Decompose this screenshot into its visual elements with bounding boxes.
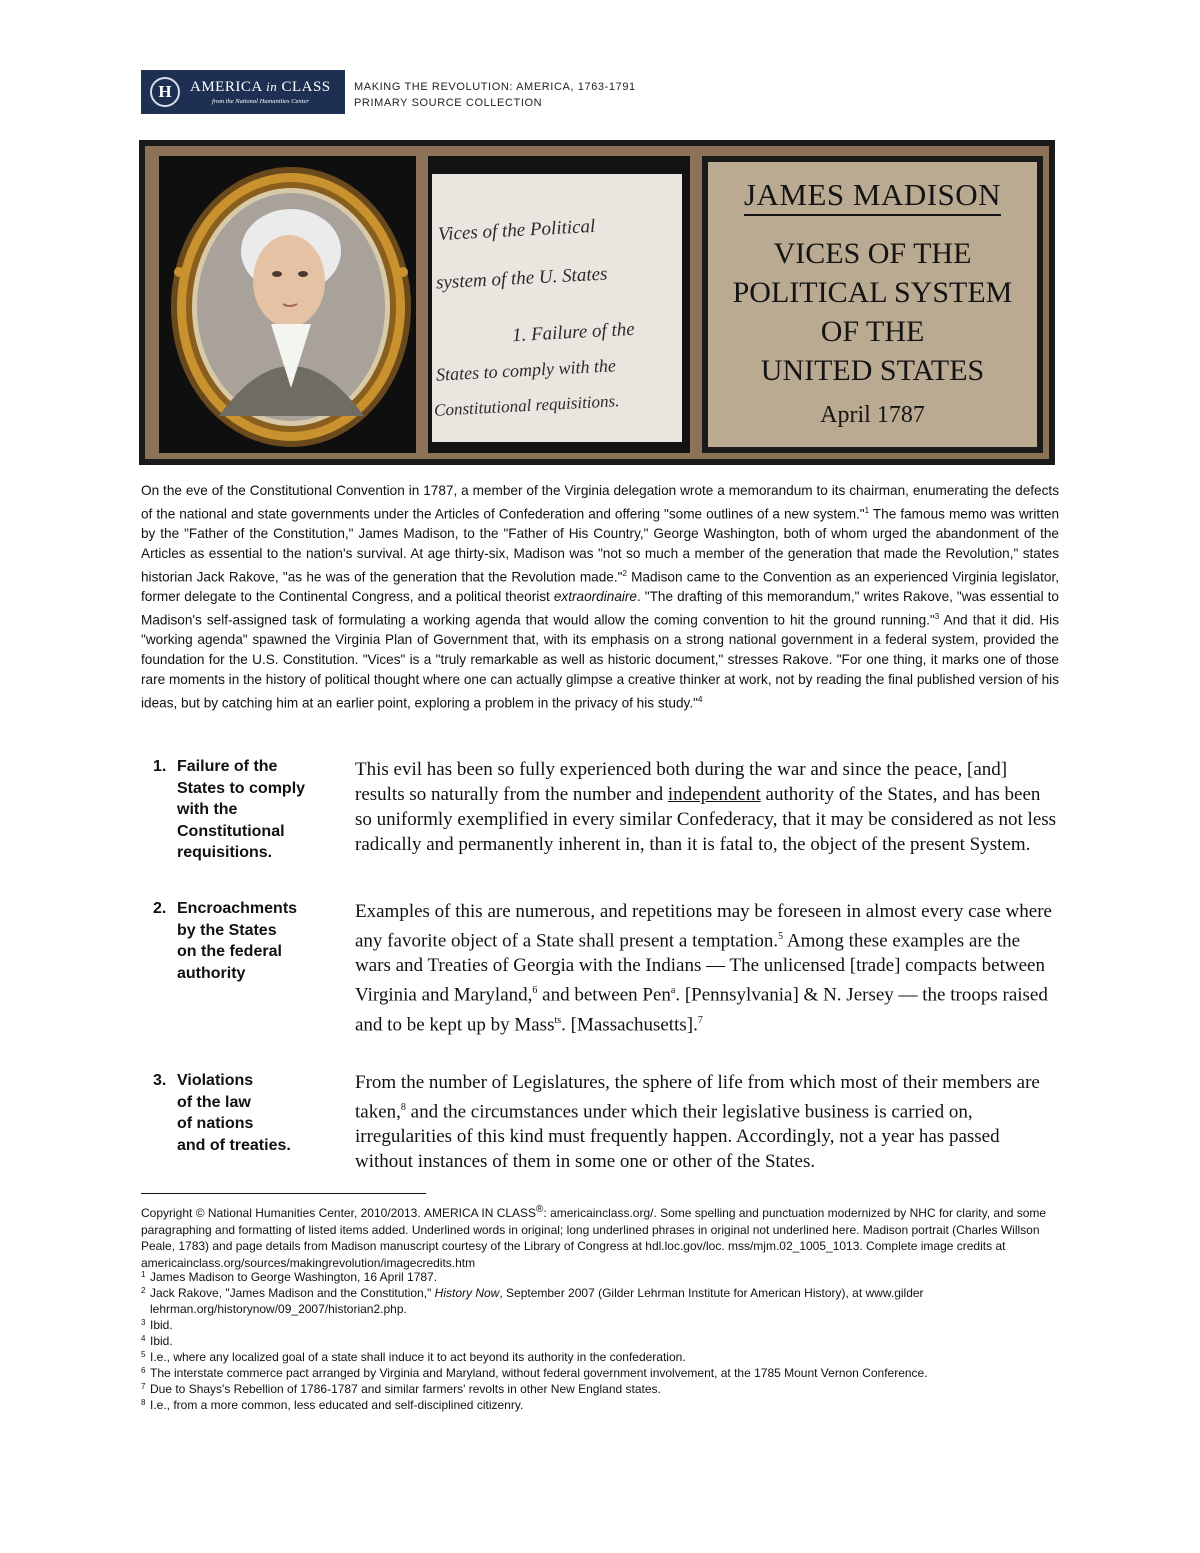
intro-text: Madison came to the Convention as an experienced Virginia legislator, former delegate to the Continental Congress, and a political theorist — [141, 569, 1059, 605]
intro-text: On the eve of the Constitutional Convention in 1787, a member of the Virginia delegation wrote a memorandum to its chairman, enumerating the defects of the national and state governments under the Articles of Confederation and offering "some outlines of a new system." — [141, 483, 1059, 522]
logo-word-america: AMERICA — [190, 79, 262, 95]
intro-paragraph — [141, 481, 1059, 713]
intro-emphasis: extraordinaire — [553, 589, 637, 605]
item-2-text — [355, 899, 1059, 1037]
item-1-label — [153, 756, 305, 864]
logo-word-in: in — [266, 79, 278, 94]
abbreviation-superscript: ts — [554, 1014, 562, 1026]
title-box — [708, 162, 1037, 447]
item-label-line: on the federal — [177, 943, 282, 960]
footnote-text: I.e., where any localized goal of a state shall induce it to act beyond its authority in the confederation. — [150, 1350, 686, 1364]
footnote-text-span: Jack Rakove, "James Madison and the Constitution," — [150, 1286, 435, 1300]
item-text-span: . [Massachusetts]. — [561, 1013, 698, 1035]
document-title-line: OF THE — [820, 315, 925, 348]
america-in-class-logo — [141, 70, 345, 114]
portrait-miniature-icon — [159, 156, 416, 453]
registered-mark: ® — [536, 1204, 544, 1215]
item-label-line: of nations — [177, 1115, 254, 1132]
footnote-text: Ibid. — [150, 1334, 173, 1348]
footnote-emphasis: History Now — [434, 1286, 500, 1300]
footnote-text-span: , September 2007 (Gilder Lehrman Institute for American History), at www.gilder lehrman.org/historynow/09_2007/historian2.php. — [150, 1286, 924, 1316]
manuscript-line: Constitutional requisitions. — [433, 391, 620, 420]
item-number: 3. — [153, 1072, 167, 1089]
footnote-divider — [141, 1193, 426, 1194]
item-text-span: Among these examples are the wars and Treaties of Georgia with the Indians — The unlicensed [trade] compacts between Virginia and Maryland, — [355, 930, 1045, 1006]
footnote — [141, 1333, 1059, 1349]
footnote-number: 7 — [141, 1382, 146, 1391]
footnote-text: The interstate commerce pact arranged by Virginia and Maryland, without federal government involvement, at the 1785 Mount Vernon Conference. — [150, 1366, 928, 1380]
item-label-line: Failure of the — [177, 758, 278, 775]
footnote-number: 1 — [141, 1270, 146, 1279]
footnote-ref: 2 — [622, 568, 627, 578]
footnote-number: 2 — [141, 1286, 146, 1295]
footnote-text: I.e., from a more common, less educated and self-disciplined citizenry. — [150, 1398, 524, 1412]
item-label-line: Constitutional — [177, 822, 285, 840]
item-label-line: Violations — [177, 1072, 254, 1089]
intro-text: The famous memo was written by the "Father of the Constitution," James Madison, to the "Father of His Country," George Washington, both of whom urged the abandonment of the Articles as essential to the nation's survival. At age thirty-six, Madison was "not so much a member of the generation that made the Revolution," states historian Jack Rakove, "as he was of the generation that the Revolution made." — [141, 506, 1060, 585]
item-text-span: . [Pennsylvania] & N. Jersey — the troops raised and to be kept up by Mass — [355, 984, 1048, 1035]
footnote-ref: 8 — [400, 1102, 406, 1113]
copyright-text: Copyright © National Humanities Center, 2010/2013. — [141, 1206, 425, 1220]
item-number: 1. — [153, 758, 167, 775]
footnote-text — [150, 1285, 1059, 1317]
footnote — [141, 1381, 1059, 1397]
item-text-span: and between Pen — [537, 984, 671, 1006]
underlined-word: independent — [667, 784, 761, 805]
copyright-notice — [141, 1202, 1059, 1271]
footnote — [141, 1317, 1059, 1333]
manuscript-detail — [428, 156, 690, 453]
item-label-line: authority — [177, 964, 246, 982]
footnote-ref: 1 — [864, 505, 870, 515]
footnote-ref: 3 — [934, 611, 940, 621]
abbreviation-superscript: a — [670, 985, 676, 997]
banner-background — [145, 146, 1049, 459]
logo-word-class: CLASS — [281, 79, 331, 95]
footnote-number: 8 — [141, 1398, 146, 1407]
footnote-ref: 4 — [697, 694, 703, 704]
item-1-text — [355, 757, 1059, 857]
author-name: JAMES MADISON — [744, 176, 1001, 216]
footnote-number: 6 — [141, 1366, 146, 1375]
logo-subtitle: from the National Humanities Center — [212, 98, 309, 105]
manuscript-line: system of the U. States — [435, 263, 608, 294]
footnote-ref: 5 — [778, 931, 784, 942]
item-label-line: and of treaties. — [177, 1136, 291, 1154]
footnote-text: James Madison to George Washington, 16 April 1787. — [150, 1270, 438, 1284]
manuscript-line: Vices of the Political — [437, 215, 596, 246]
item-text-span: and the circumstances under which their legislative business is carried on, irregularities of this kind must frequently happen. Accordingly, not a year has passed without instances of them in some one or other of the States. — [355, 1101, 1000, 1173]
item-label-line: States to comply — [177, 779, 306, 797]
madison-portrait — [159, 156, 416, 453]
document-date: April 1787 — [820, 402, 925, 428]
footnote-number: 5 — [141, 1350, 146, 1359]
item-text-span: This evil has been so fully experienced both during the war and since the peace, [and] results so naturally from the number and — [355, 759, 1008, 805]
document-title-line: POLITICAL SYSTEM — [732, 276, 1013, 309]
intro-text: . "The drafting of this memorandum," writes Rakove, "was essential to Madison's self-assigned task of formulating a working agenda that would allow the coming convention to hit the ground running." — [141, 589, 1059, 628]
manuscript-page — [432, 174, 682, 442]
series-collection: PRIMARY SOURCE COLLECTION — [354, 97, 543, 109]
footnote-ref: 6 — [532, 985, 538, 997]
item-label-line: of the law — [177, 1093, 251, 1111]
item-number: 2. — [153, 900, 167, 917]
item-text-span: Examples of this are numerous, and repetitions may be foreseen in almost every case where any favorite object of a State shall present a temptation. — [355, 901, 1052, 952]
item-3-label — [153, 1070, 291, 1156]
series-heading — [354, 79, 636, 111]
footnotes-list — [141, 1269, 1059, 1413]
footnote — [141, 1349, 1059, 1365]
item-text-span: From the number of Legislatures, the sphere of life from which most of their members are taken, — [355, 1072, 1040, 1123]
footnote-text: Due to Shays's Rebellion of 1786-1787 and similar farmers' revolts in other New England states. — [150, 1382, 661, 1396]
nhc-h-badge-icon: H — [150, 77, 180, 107]
footnote — [141, 1285, 1059, 1317]
copyright-text: : americainclass.org/. Some spelling and punctuation modernized by NHC for clarity, and some paragraphing and formatting of listed items added. Underlined words in original; long underlined phrases in original not underlined here. Madison portrait (Charles Willson Peale, 1783) and page details from Madison manuscript courtesy of the Library of Congress at hdl.loc.gov/loc. mss/mjm.02_1005_1013. Complete image credits at americainclass.org/sources/makingrevolution/imagecredits.htm — [141, 1206, 1047, 1270]
document-title-line: UNITED STATES — [760, 354, 985, 387]
footnote-number: 3 — [141, 1318, 146, 1327]
item-label-line: requisitions. — [177, 844, 273, 861]
footnote-number: 4 — [141, 1334, 146, 1343]
intro-text: And that it did. His "working agenda" spawned the Virginia Plan of Government that, with its emphasis on a strong national government in a federal system, provided the foundation for the U.S. Constitution. "Vices" is a "truly remarkable as well as historic document," stresses Rakove. "For one thing, it marks one of those rare moments in the history of political thought where one can actually glimpse a creative thinker at work, not by reading the final published version of his ideas, but by catching him at an earlier point, exploring a problem in the privacy of his study." — [141, 612, 1060, 711]
item-label-line: by the States — [177, 921, 277, 939]
item-label-line: with the — [177, 801, 238, 818]
item-text-span: authority of the States, and has been so uniformly exemplified in every similar Confederacy, that it may be considered as not less radically and permanently inherent in, than it is fatal to, the object of the present System. — [355, 784, 1057, 855]
footnote — [141, 1397, 1059, 1413]
footnote — [141, 1365, 1059, 1381]
document-title-line: VICES OF THE — [773, 237, 972, 270]
title-banner — [139, 140, 1055, 465]
item-label-line: Encroachments — [177, 900, 298, 917]
footnote — [141, 1269, 1059, 1285]
title-frame — [702, 156, 1043, 453]
footnote-ref: 7 — [697, 1014, 703, 1026]
manuscript-line: States to comply with the — [435, 355, 617, 385]
logo-wordmark — [190, 79, 331, 105]
series-title: MAKING THE REVOLUTION: AMERICA, 1763-1791 — [354, 81, 636, 93]
item-2-label — [153, 898, 297, 984]
footnote-text: Ibid. — [150, 1318, 173, 1332]
copyright-brand: AMERICA IN CLASS — [424, 1206, 537, 1220]
manuscript-line: 1. Failure of the — [511, 318, 636, 347]
item-3-text — [355, 1070, 1059, 1174]
